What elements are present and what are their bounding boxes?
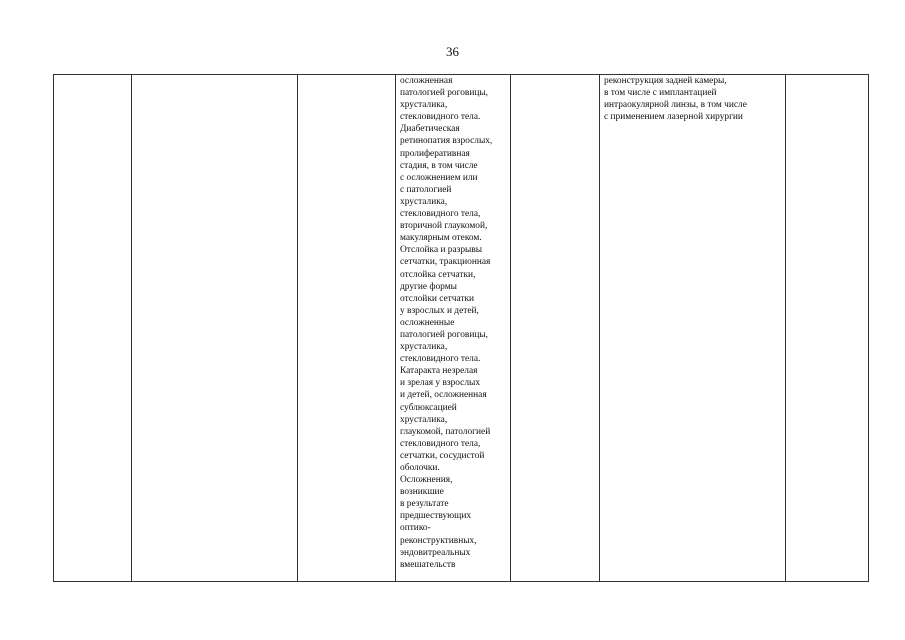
page-number: 36 — [446, 44, 459, 59]
table-row — [54, 75, 869, 582]
treatment-method-cell — [600, 75, 786, 582]
diagnosis-text: осложненная патологией роговицы, хрусталика, стекловидного тела. Диабетическая ретинопатия взрослых, пролиферативная стадия, в том числе с осложнением или с патологией хрусталика, стекловидного тела, вторичной глаукомой, макулярным отеком. Отслойка и разрывы сетчатки, тракционная отслойка сетчатки, другие формы отслойки сетчатки у взрослых и детей, осложненные патологией роговицы, хрусталика, стекловидного тела. Катаракта незрелая и зрелая у взрослых и детей, осложненная сублюксацией хрусталика, глаукомой, патологией стекловидного тела, сетчатки, сосудистой оболочки. Осложнения, возникшие в результате предшествующих оптико- реконструктивных, эндовитреальных вмешательств — [400, 76, 493, 570]
table-cell-5 — [511, 75, 600, 582]
diagnosis-cell — [396, 75, 511, 582]
table-cell-3 — [298, 75, 396, 582]
table-cell-1 — [54, 75, 132, 582]
table-cell-2 — [132, 75, 298, 582]
document-table — [53, 74, 869, 582]
table-cell-7 — [786, 75, 869, 582]
treatment-method-text: реконструкция задней камеры, в том числе с имплантацией интраокулярной линзы, в том числе с применением лазерной хирургии — [604, 76, 747, 123]
